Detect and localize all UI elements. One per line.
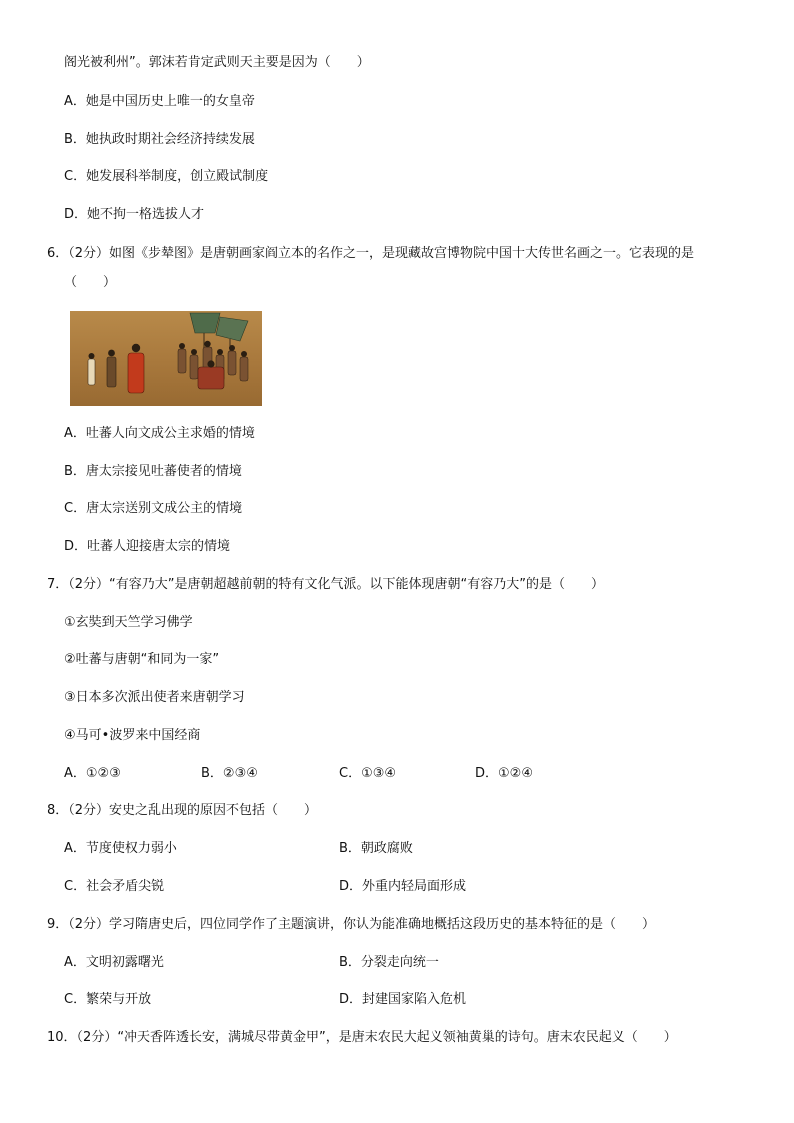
q9-stem: 9．（2分）学习隋唐史后，四位同学作了主题演讲，你认为能准确地概括这段历史的基本特征的是（ ） bbox=[47, 917, 656, 932]
q6-option-c: C．唐太宗送别文成公主的情境 bbox=[64, 501, 243, 516]
q6-stem-cont: （ ） bbox=[64, 275, 117, 290]
q8-option-c: C．社会矛盾尖锐 bbox=[64, 879, 165, 894]
q8-option-a: A．节度使权力弱小 bbox=[64, 841, 177, 856]
q5-stem-tail: 阁光被利州”。郭沫若肯定武则天主要是因为（ ） bbox=[64, 55, 370, 70]
q7-item-1: ①玄奘到天竺学习佛学 bbox=[64, 615, 193, 630]
q10-stem: 10．（2分）“冲天香阵透长安，满城尽带黄金甲”，是唐末农民大起义领袖黄巢的诗句。唐末农民起义（ ） bbox=[47, 1030, 677, 1045]
q7-item-3: ③日本多次派出使者来唐朝学习 bbox=[64, 690, 245, 705]
q7-option-b: B．②③④ bbox=[201, 766, 258, 781]
q6-option-d: D．吐蕃人迎接唐太宗的情境 bbox=[64, 539, 231, 554]
q7-stem: 7．（2分）“有容乃大”是唐朝超越前朝的特有文化气派。以下能体现唐朝“有容乃大”的是（ ） bbox=[47, 577, 604, 592]
q5-option-d: D．她不拘一格选拔人才 bbox=[64, 207, 205, 222]
q9-option-d: D．封建国家陷入危机 bbox=[339, 992, 467, 1007]
painting-figures bbox=[70, 311, 262, 406]
q9-option-a: A．文明初露曙光 bbox=[64, 955, 164, 970]
q5-option-a: A．她是中国历史上唯一的女皇帝 bbox=[64, 94, 255, 109]
q6-stem: 6．（2分）如图《步辇图》是唐朝画家阎立本的名作之一，是现藏故宫博物院中国十大传世名画之一。它表现的是 bbox=[47, 246, 695, 261]
q7-option-a: A．①②③ bbox=[64, 766, 121, 781]
q6-option-a: A．吐蕃人向文成公主求婚的情境 bbox=[64, 426, 255, 441]
q9-option-b: B．分裂走向统一 bbox=[339, 955, 439, 970]
q5-option-c: C．她发展科举制度，创立殿试制度 bbox=[64, 169, 269, 184]
q7-option-c: C．①③④ bbox=[339, 766, 397, 781]
q7-option-d: D．①②④ bbox=[475, 766, 533, 781]
q7-item-4: ④马可•波罗来中国经商 bbox=[64, 728, 201, 743]
q7-item-2: ②吐蕃与唐朝“和同为一家” bbox=[64, 652, 220, 667]
q9-option-c: C．繁荣与开放 bbox=[64, 992, 152, 1007]
bunian-painting-image bbox=[70, 311, 262, 406]
q5-option-b: B．她执政时期社会经济持续发展 bbox=[64, 132, 255, 147]
q8-stem: 8．（2分）安史之乱出现的原因不包括（ ） bbox=[47, 803, 318, 818]
q8-option-d: D．外重内轻局面形成 bbox=[339, 879, 467, 894]
q6-option-b: B．唐太宗接见吐蕃使者的情境 bbox=[64, 464, 242, 479]
q8-option-b: B．朝政腐败 bbox=[339, 841, 413, 856]
